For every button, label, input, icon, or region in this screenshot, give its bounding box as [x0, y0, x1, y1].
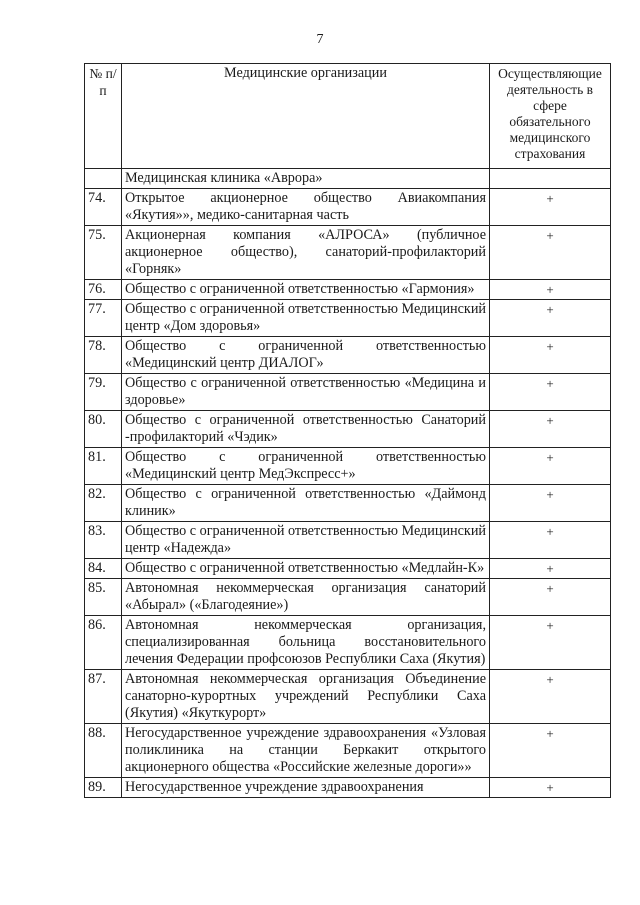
table-row	[85, 778, 611, 798]
organization-name-cell: Открытое акционерное общество Авиакомпания «Якутия»», медико-санитарная часть	[122, 189, 490, 226]
row-number-cell: 76.	[85, 280, 122, 300]
row-number-cell: 84.	[85, 559, 122, 579]
oms-mark-cell: +	[490, 280, 611, 300]
table-row	[85, 579, 611, 616]
oms-mark-cell: +	[490, 189, 611, 226]
table-row	[85, 411, 611, 448]
oms-mark-cell: +	[490, 448, 611, 485]
table-row	[85, 280, 611, 300]
continuation-mark-cell	[490, 169, 611, 189]
organization-name-cell: Общество с ограниченной ответственностью Медицинский центр «Дом здоровья»	[122, 300, 490, 337]
oms-mark-cell: +	[490, 522, 611, 559]
row-number-cell: 83.	[85, 522, 122, 559]
row-number-cell: 79.	[85, 374, 122, 411]
organization-name-cell: Общество с ограниченной ответственностью «Даймонд клиник»	[122, 485, 490, 522]
medical-organizations-table	[84, 63, 611, 798]
table-row	[85, 300, 611, 337]
row-number-cell: 82.	[85, 485, 122, 522]
row-number-cell: 75.	[85, 226, 122, 280]
row-number-cell: 74.	[85, 189, 122, 226]
oms-mark-cell: +	[490, 724, 611, 778]
organization-name-cell: Общество с ограниченной ответственностью «Медицинский центр ДИАЛОГ»	[122, 337, 490, 374]
table-row	[85, 522, 611, 559]
organization-name-cell: Общество с ограниченной ответственностью Санаторий -профилакторий «Чэдик»	[122, 411, 490, 448]
table-row	[85, 226, 611, 280]
organization-name-cell: Негосударственное учреждение здравоохранения «Узловая поликлиника на станции Беркакит открытого акционерного общества «Российские железные дороги»»	[122, 724, 490, 778]
table-row	[85, 374, 611, 411]
oms-mark-cell: +	[490, 778, 611, 798]
row-number-cell: 80.	[85, 411, 122, 448]
table-row	[85, 616, 611, 670]
oms-mark-cell: +	[490, 300, 611, 337]
row-number-cell: 86.	[85, 616, 122, 670]
organization-name-cell: Общество с ограниченной ответственностью «Медлайн-К»	[122, 559, 490, 579]
organization-name-cell: Общество с ограниченной ответственностью «Гармония»	[122, 280, 490, 300]
organization-name-cell: Акционерная компания «АЛРОСА» (публичное акционерное общество), санаторий-профилакторий «Горняк»	[122, 226, 490, 280]
table-row	[85, 337, 611, 374]
header-number: № п/п	[85, 64, 122, 169]
oms-mark-cell: +	[490, 411, 611, 448]
table-row	[85, 724, 611, 778]
row-number-cell: 88.	[85, 724, 122, 778]
organization-name-cell: Негосударственное учреждение здравоохранения	[122, 778, 490, 798]
scan-margin-marks	[50, 470, 80, 550]
table-row	[85, 670, 611, 724]
row-number-cell: 77.	[85, 300, 122, 337]
oms-mark-cell: +	[490, 374, 611, 411]
table-row	[85, 485, 611, 522]
oms-mark-cell: +	[490, 559, 611, 579]
organization-name-cell: Автономная некоммерческая организация санаторий «Абырал» («Благодеяние»)	[122, 579, 490, 616]
table-row	[85, 559, 611, 579]
continuation-org-cell: Медицинская клиника «Аврора»	[122, 169, 490, 189]
page-number: 7	[316, 32, 324, 47]
row-number-cell: 81.	[85, 448, 122, 485]
oms-mark-cell: +	[490, 579, 611, 616]
table-row	[85, 189, 611, 226]
continuation-num-cell	[85, 169, 122, 189]
organization-name-cell: Автономная некоммерческая организация Объединение санаторно-курортных учреждений Республики Саха (Якутия) «Якуткурорт»	[122, 670, 490, 724]
oms-mark-cell: +	[490, 670, 611, 724]
row-number-cell: 89.	[85, 778, 122, 798]
header-oms-activity: Осуществляющие деятельность в сфере обязательного медицинского страхования	[490, 64, 611, 169]
organization-name-cell: Общество с ограниченной ответственностью Медицинский центр «Надежда»	[122, 522, 490, 559]
oms-mark-cell: +	[490, 226, 611, 280]
oms-mark-cell: +	[490, 616, 611, 670]
organization-name-cell: Общество с ограниченной ответственностью «Медицинский центр МедЭкспресс+»	[122, 448, 490, 485]
continuation-row	[85, 169, 611, 189]
oms-mark-cell: +	[490, 485, 611, 522]
oms-mark-cell: +	[490, 337, 611, 374]
organization-name-cell: Общество с ограниченной ответственностью «Медицина и здоровье»	[122, 374, 490, 411]
header-organizations: Медицинские организации	[122, 64, 490, 169]
table-header-row	[85, 64, 611, 169]
organization-name-cell: Автономная некоммерческая организация, специализированная больница восстановительного лечения Федерации профсоюзов Республики Саха (Якутия)	[122, 616, 490, 670]
row-number-cell: 78.	[85, 337, 122, 374]
table-row	[85, 448, 611, 485]
row-number-cell: 87.	[85, 670, 122, 724]
row-number-cell: 85.	[85, 579, 122, 616]
